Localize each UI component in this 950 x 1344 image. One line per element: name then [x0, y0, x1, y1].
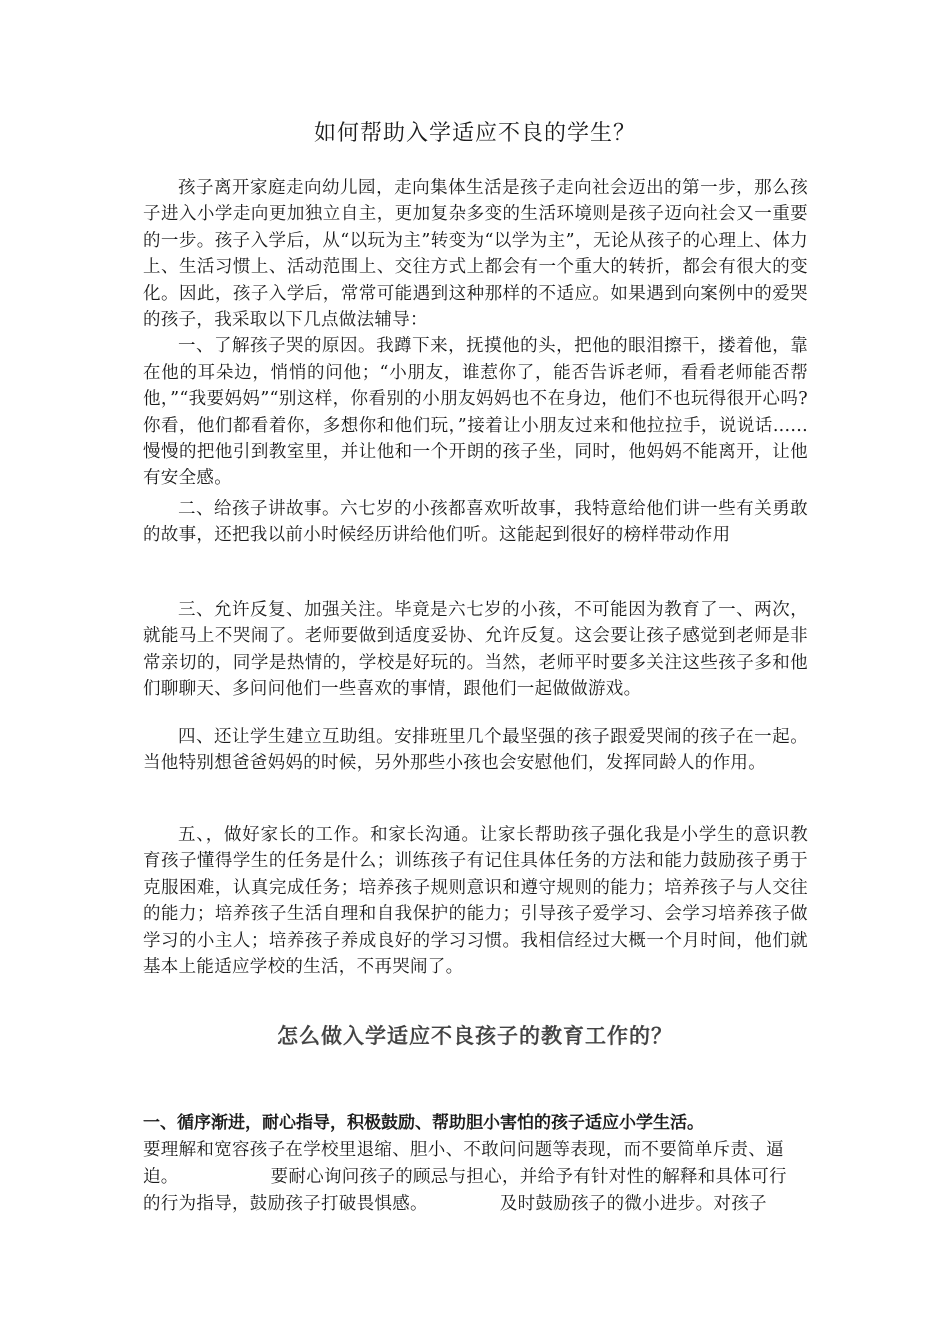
section-2-subheading: 一、循序渐进，耐心指导，积极鼓励、帮助胆小害怕的孩子适应小学生活。	[143, 1113, 704, 1133]
point-4-paragraph: 四、还让学生建立互助组。安排班里几个最坚强的孩子跟爱哭闹的孩子在一起。当他特别想爸爸妈妈的时候，另外那些小孩也会安慰他们，发挥同龄人的作用。	[143, 727, 808, 774]
point-3-section	[143, 597, 808, 703]
point-5-section	[143, 822, 808, 980]
section-2-line-3	[143, 1191, 808, 1218]
point-3-paragraph: 三、允许反复、加强关注。毕竟是六七岁的小孩，不可能因为教育了一、两次，就能马上不哭闹了。老师要做到适度妥协、允许反复。这会要让孩子感觉到老师是非常亲切的，同学是热情的，学校是好玩的。当然，老师平时要多关注这些孩子多和他们聊聊天、多问问他们一些喜欢的事情，跟他们一起做做游戏。	[143, 600, 808, 700]
point-2-paragraph: 二、给孩子讲故事。六七岁的小孩都喜欢听故事，我特意给他们讲一些有关勇敢的故事，还把我以前小时候经历讲给他们听。这能起到很好的榜样带动作用	[143, 499, 808, 546]
section-2-line-3-start: 的行为指导，鼓励孩子打破畏惧感。	[143, 1194, 428, 1214]
section-2-line-2-end: 要耐心询问孩子的顾忌与担心，并给予有针对性的解释和具体可行	[270, 1167, 787, 1187]
intro-section	[143, 175, 808, 492]
point-1-paragraph: 一、了解孩子哭的原因。我蹲下来，抚摸他的头，把他的眼泪擦干，搂着他，靠在他的耳朵边，悄悄的问他；“小朋友，谁惹你了，能否告诉老师，看看老师能否帮他，”“我要妈妈”“别这样，你看别的小朋友妈妈也不在身边，他们不也玩得很开心吗?你看，他们都看着你，多想你和他们玩，”接着让小朋友过来和他拉拉手，说说话......慢慢的把他引到教室里，并让他和一个开朗的孩子坐，同时，他妈妈不能离开，让他有安全感。	[143, 336, 808, 489]
point-2-section	[143, 496, 808, 549]
document-title: 如何帮助入学适应不良的学生？	[313, 121, 636, 146]
point-5-paragraph: 五、，做好家长的工作。和家长沟通。让家长帮助孩子强化我是小学生的意识教育孩子懂得学生的任务是什么；训练孩子有记住具体任务的方法和能力鼓励孩子勇于克服困难，认真完成任务；培养孩子规则意识和遵守规则的能力；培养孩子与人交往的能力；培养孩子生活自理和自我保护的能力；引导孩子爱学习、会学习培养孩子做学习的小主人；培养孩子养成良好的学习习惯。我相信经过大概一个月时间，他们就基本上能适应学校的生活，不再哭闹了。	[143, 825, 808, 978]
point-4-section	[143, 724, 808, 777]
section-2-line-2	[143, 1164, 808, 1191]
section-2-line-1: 要理解和宽容孩子在学校里退缩、胆小、不敢问问题等表现，而不要简单斥责、逼	[143, 1140, 784, 1160]
intro-paragraph: 孩子离开家庭走向幼儿园，走向集体生活是孩子走向社会迈出的第一步，那么孩子进入小学走向更加独立自主，更加复杂多变的生活环境则是孩子迈向社会又一重要的一步。孩子入学后，从“以玩为主”转变为“以学为主”，无论从孩子的心理上、体力上、生活习惯上、活动范围上、交往方式上都会有一个重大的转折，都会有很大的变化。因此，孩子入学后，常常可能遇到这种那样的不适应。如果遇到向案例中的爱哭的孩子，我采取以下几点做法辅导：	[143, 178, 808, 331]
section-2-line-3-end: 及时鼓励孩子的微小进步。对孩子	[499, 1194, 767, 1214]
section-2-line-2-start: 迫。	[143, 1167, 179, 1187]
section-2-body	[143, 1137, 808, 1218]
section-2-title: 怎么做入学适应不良孩子的教育工作的？	[277, 1023, 673, 1048]
